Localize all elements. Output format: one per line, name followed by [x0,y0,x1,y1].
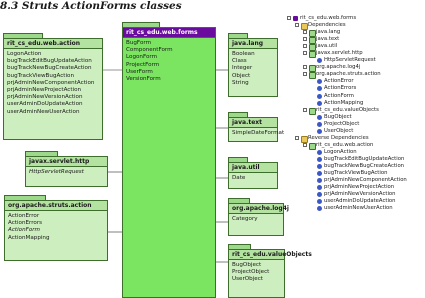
class-icon [317,129,322,134]
package-body [25,156,108,187]
package-selected-icon [293,16,298,21]
tree-node[interactable] [287,177,425,184]
tree-node[interactable] [287,142,425,149]
class-item: Boolean [232,51,255,57]
tree-node[interactable] [287,100,425,107]
class-icon [317,58,322,63]
tree-node[interactable] [287,43,425,50]
class-item: UserObject [232,276,263,283]
dependency-tree [287,15,425,298]
tree-node[interactable] [287,64,425,71]
package-value-objects [228,244,312,298]
class-item: prjAdminNewProjectAction [7,87,82,94]
class-icon [317,150,322,155]
tree-node-label: userAdminDoUpdateAction [324,198,396,205]
class-icon [317,164,322,169]
package-body [3,38,103,140]
class-icon [317,94,322,99]
expand-toggle-icon[interactable] [287,16,291,20]
class-icon [317,79,322,84]
class-item: userAdminDoUpdateAction [7,101,83,108]
tree-node-label: bugTrackNewBugCreateAction [324,162,405,169]
package-web-action [3,33,103,140]
class-icon [317,206,322,211]
class-item: bugTrackEditBugUpdateAction [7,58,92,65]
class-icon [317,115,322,120]
package-body [122,27,216,298]
tree-node[interactable] [287,93,425,100]
tree-node[interactable] [287,121,425,128]
tree-node[interactable] [287,170,425,177]
tree-node[interactable] [287,36,425,43]
class-item: LogonAction [7,51,42,57]
package-title: rit_cs_edu.valueObjects [229,250,284,260]
tree-node-label: javax.servlet.http [316,50,363,57]
tree-node-label: BugObject [324,113,352,120]
class-item: Date [232,175,246,181]
package-struts-action [4,195,108,261]
package-title: rit_cs_edu.web.forms [123,28,215,38]
class-icon [317,185,322,190]
tree-node[interactable] [287,205,425,212]
class-icon [317,101,322,106]
package-log4j [228,198,289,236]
expand-toggle-icon[interactable] [303,65,307,69]
class-list [229,260,284,286]
class-icon [317,199,322,204]
tree-node-label: ActionForm [324,92,354,99]
tree-node[interactable] [287,156,425,163]
tree-node-label: bugTrackViewBugAction [324,170,388,177]
tree-node-label: UserObject [324,127,354,134]
class-icon [317,171,322,176]
class-list [229,214,283,225]
tree-node[interactable] [287,71,425,78]
tree-node[interactable] [287,15,425,22]
page-heading: 8.3 Struts ActionForms classes [0,0,182,12]
tree-node[interactable] [287,107,425,114]
tree-node[interactable] [287,135,425,142]
tree-node-label: ProjectObject [324,120,360,127]
tree-node-label: rit_cs_edu.valueObjects [316,106,379,113]
package-java-lang [228,33,278,97]
class-item: prjAdminNewComponentAction [7,79,95,86]
class-item: Integer [232,65,253,72]
tree-node-label: java.lang [316,29,341,36]
package-body [228,38,278,97]
tree-node[interactable] [287,114,425,121]
package-servlet-http [25,151,108,187]
package-java-util [228,157,278,189]
class-list [123,38,215,85]
class-item: Class [232,58,247,65]
class-item: ActionErrors [8,220,43,227]
class-list [229,128,285,139]
class-icon [317,157,322,162]
package-body [228,117,285,142]
class-item: ProjectObject [232,269,270,276]
tree-node-label: org.apache.struts.action [316,71,381,78]
tree-node-label: LogonAction [324,148,357,155]
expand-toggle-icon[interactable] [295,136,299,140]
expand-toggle-icon[interactable] [303,108,307,112]
tree-node[interactable] [287,85,425,92]
class-icon [317,86,322,91]
tree-node[interactable] [287,50,425,57]
package-body [228,249,312,298]
tree-node-label: org.apache.log4j [316,64,361,71]
package-title: java.util [229,163,277,173]
expand-toggle-icon[interactable] [303,143,307,147]
tree-node[interactable] [287,198,425,205]
tree-node-label: prjAdminNewVersionAction [324,191,396,198]
expand-toggle-icon[interactable] [303,51,307,55]
class-list [229,49,277,89]
tree-node-label: ActionMapping [324,99,364,106]
class-item: BugForm [126,40,152,46]
tree-node[interactable] [287,128,425,135]
tree-node-label: HttpServletRequest [324,57,376,64]
class-icon [317,178,322,183]
class-item: bugTrackNewBugCreateAction [7,65,92,72]
package-java-text [228,112,285,142]
expand-toggle-icon[interactable] [295,23,299,27]
package-title: javax.servlet.http [26,157,107,167]
tree-node-label: bugTrackEditBugUpdateAction [324,155,405,162]
expand-toggle-icon[interactable] [303,72,307,76]
tree-node[interactable] [287,149,425,156]
class-item: VersionForm [126,76,161,83]
package-web-forms [122,22,216,298]
expand-toggle-icon[interactable] [303,30,307,34]
tree-node-label: ActionErrors [324,85,357,92]
class-icon [317,192,322,197]
class-item: BugObject [232,262,262,268]
class-item: ActionError [8,213,40,219]
tree-node-label: userAdminNewUserAction [324,205,393,212]
expand-toggle-icon[interactable] [303,37,307,41]
package-title: org.apache.struts.action [5,201,107,211]
expand-toggle-icon[interactable] [303,44,307,48]
class-item: UserForm [126,68,153,75]
class-item: LogonForm [126,54,158,61]
package-title: org.apache.log4j [229,204,283,214]
tree-node[interactable] [287,78,425,85]
class-list [26,167,107,178]
class-item: String [232,79,249,86]
tree-node[interactable] [287,184,425,191]
tree-node-label: Reverse Dependencies [308,134,369,141]
tree-node[interactable] [287,22,425,29]
tree-node-label: Dependencies [308,22,346,29]
package-body [228,162,278,189]
tree-node[interactable] [287,29,425,36]
package-body [228,203,289,236]
package-title: rit_cs_edu.web.action [4,39,102,49]
class-icon [317,122,322,127]
class-item: userAdminNewUserAction [7,108,80,115]
tree-node-label: rit_cs_edu.web.action [316,141,374,148]
class-item: bugTrackViewBugAction [7,72,75,79]
package-body [4,200,108,261]
tree-node[interactable] [287,163,425,170]
tree-node-label: java.text [316,36,340,43]
tree-node[interactable] [287,57,425,64]
class-item: SimpleDateFormat [232,130,285,136]
class-item: ComponentForm [126,47,173,54]
tree-node-label: ActionError [324,78,354,85]
tree-node-label: rit_cs_edu.web.forms [300,15,357,21]
class-item: ActionMapping [8,234,50,241]
class-item: Object [232,72,251,79]
class-item: ProjectForm [126,61,160,68]
package-title: java.text [229,118,277,128]
tree-node-label: prjAdminNewComponentAction [324,177,407,184]
tree-node[interactable] [287,191,425,198]
class-list [229,173,277,184]
tree-node-label: java.util [316,43,338,50]
class-list [4,49,102,118]
class-item: ActionForm [8,227,41,234]
package-title: java.lang [229,39,277,49]
class-item: prjAdminNewVersionAction [7,94,83,101]
class-list [5,211,107,244]
class-item: HttpServletRequest [29,169,84,175]
class-item: Category [232,216,258,222]
tree-node-label: prjAdminNewProjectAction [324,184,395,191]
